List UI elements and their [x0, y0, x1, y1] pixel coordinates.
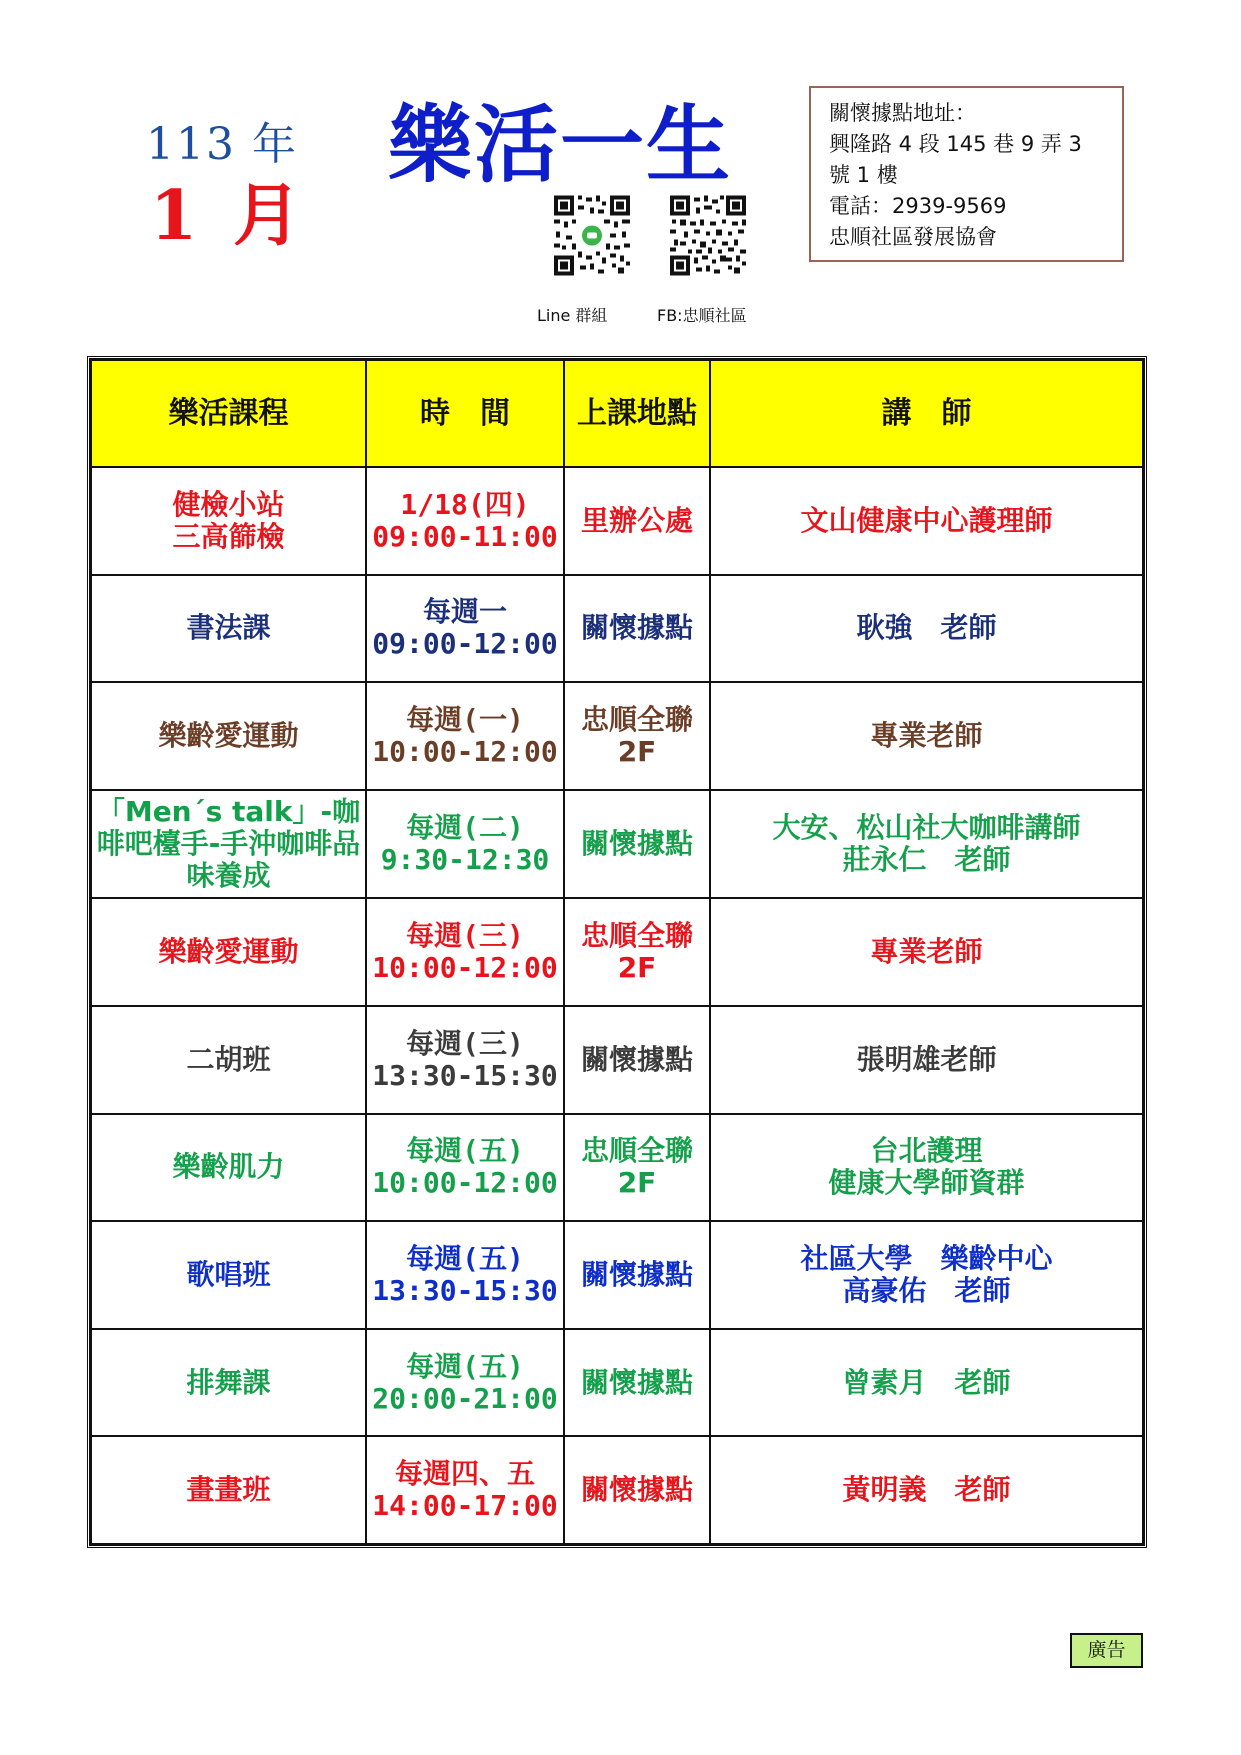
phone-line: 電話：2939-9569: [829, 194, 1007, 218]
course-cell-text: 書法課: [186, 611, 271, 645]
course-cell: [91, 1221, 366, 1329]
time-cell-text: 20:00-21:00: [372, 1381, 558, 1415]
time-cell: [366, 1114, 564, 1222]
course-cell: [91, 898, 366, 1006]
header-time: 時 間: [366, 360, 564, 467]
teacher-cell-text: 耿強 老師: [856, 611, 997, 645]
course-cell: [91, 1114, 366, 1222]
time-cell-text: 1/18(四): [400, 487, 530, 521]
table-row: [91, 682, 1143, 790]
course-cell: [91, 1006, 366, 1114]
teacher-cell: [710, 1436, 1143, 1544]
teacher-cell: [710, 790, 1143, 899]
location-cell: [564, 1329, 710, 1437]
location-cell-text: 關懷據點: [580, 1473, 693, 1507]
address-line: 興隆路 4 段 145 巷 9 弄 3: [829, 132, 1082, 156]
location-cell: [564, 1436, 710, 1544]
time-cell-text: 每週(五): [406, 1134, 524, 1168]
teacher-cell-text: 社區大學 樂齡中心: [800, 1241, 1053, 1275]
location-cell-text: 關懷據點: [580, 827, 693, 861]
course-cell: [91, 575, 366, 683]
course-cell: [91, 790, 366, 899]
location-cell: [564, 467, 710, 575]
time-cell-text: 每週(五): [406, 1241, 524, 1275]
time-cell: [366, 1221, 564, 1329]
time-cell-text: 14:00-17:00: [372, 1489, 558, 1523]
teacher-cell-text: 專業老師: [870, 718, 983, 752]
teacher-cell-text: 黃明義 老師: [842, 1473, 1011, 1507]
table-header-row: [91, 360, 1143, 467]
teacher-cell: [710, 1329, 1143, 1437]
table-body: [91, 467, 1143, 1544]
table-row: [91, 790, 1143, 899]
time-cell-text: 每週(三): [406, 919, 524, 953]
location-cell-text: 關懷據點: [580, 611, 693, 645]
location-cell: [564, 1221, 710, 1329]
time-cell: [366, 575, 564, 683]
time-cell: [366, 1436, 564, 1544]
address-box: [809, 86, 1124, 262]
page-title: 樂活一生: [388, 96, 733, 194]
course-cell-text: 歌唱班: [186, 1257, 271, 1291]
location-cell: [564, 575, 710, 683]
location-cell-text: 里辦公處: [580, 503, 693, 537]
table-row: [91, 1329, 1143, 1437]
course-cell-text: 排舞課: [186, 1365, 271, 1399]
time-cell-text: 每週四、五: [394, 1457, 535, 1491]
header-course: 樂活課程: [91, 360, 366, 467]
teacher-cell: [710, 682, 1143, 790]
address-line: 關懷據點地址：: [829, 101, 976, 125]
header-teacher: 講 師: [710, 360, 1143, 467]
table-row: [91, 1436, 1143, 1544]
teacher-cell-text: 高豪佑 老師: [842, 1273, 1011, 1307]
time-cell: [366, 1006, 564, 1114]
fb-page-qr-code[interactable]: [668, 193, 748, 278]
time-cell-text: 每週(三): [406, 1026, 524, 1060]
time-cell-text: 每週(五): [406, 1349, 524, 1383]
location-cell-text: 關懷據點: [580, 1365, 693, 1399]
time-cell-text: 09:00-12:00: [372, 627, 558, 661]
teacher-cell-text: 健康大學師資群: [828, 1166, 1025, 1200]
teacher-cell: [710, 1114, 1143, 1222]
course-cell-text: 三高篩檢: [172, 519, 285, 553]
location-cell: [564, 1114, 710, 1222]
time-cell-text: 09:00-11:00: [372, 519, 558, 553]
teacher-cell: [710, 467, 1143, 575]
advertisement-label: 廣告: [1070, 1633, 1143, 1668]
teacher-cell: [710, 898, 1143, 1006]
time-cell-text: 每週(一): [406, 702, 524, 736]
header-location: 上課地點: [564, 360, 710, 467]
course-cell: [91, 682, 366, 790]
location-cell-text: 2F: [617, 734, 657, 768]
time-cell-text: 每週一: [422, 595, 507, 629]
time-cell-text: 9:30-12:30: [380, 843, 550, 877]
table-row: [91, 1006, 1143, 1114]
time-cell-text: 10:00-12:00: [372, 1166, 558, 1200]
time-cell-text: 10:00-12:00: [372, 951, 558, 985]
table-row: [91, 1221, 1143, 1329]
table-row: [91, 1114, 1143, 1222]
time-cell-text: 13:30-15:30: [372, 1273, 558, 1307]
location-cell: [564, 1006, 710, 1114]
teacher-cell: [710, 575, 1143, 683]
teacher-cell: [710, 1221, 1143, 1329]
course-cell-text: 二胡班: [186, 1042, 271, 1076]
course-cell-text: 「Men´s talk」-咖啡吧檯手-手沖咖啡品味養成: [96, 795, 361, 893]
time-cell-text: 13:30-15:30: [372, 1058, 558, 1092]
location-cell: [564, 790, 710, 899]
date-year: 113 年: [146, 119, 298, 170]
location-cell-text: 2F: [617, 951, 657, 985]
line-group-qr-code[interactable]: [552, 193, 632, 278]
teacher-cell: [710, 1006, 1143, 1114]
teacher-cell-text: 曾素月 老師: [842, 1365, 1011, 1399]
teacher-cell-text: 專業老師: [870, 935, 983, 969]
fb-page-caption: FB:忠順社區: [657, 306, 747, 325]
course-schedule-table: [87, 356, 1147, 1548]
location-cell: [564, 898, 710, 1006]
teacher-cell-text: 台北護理: [870, 1134, 983, 1168]
line-group-caption: Line 群組: [537, 306, 608, 325]
location-cell-text: 關懷據點: [580, 1042, 693, 1076]
organization-name: 忠順社區發展協會: [829, 225, 997, 249]
location-cell-text: 關懷據點: [580, 1257, 693, 1291]
location-cell-text: 忠順全聯: [580, 702, 693, 736]
table-row: [91, 467, 1143, 575]
table-row: [91, 575, 1143, 683]
time-cell: [366, 1329, 564, 1437]
teacher-cell-text: 張明雄老師: [856, 1042, 997, 1076]
time-cell-text: 每週(二): [406, 811, 524, 845]
course-cell-text: 樂齡肌力: [172, 1150, 285, 1184]
time-cell: [366, 790, 564, 899]
course-cell-text: 樂齡愛運動: [158, 718, 299, 752]
time-cell: [366, 467, 564, 575]
location-cell-text: 2F: [617, 1166, 657, 1200]
time-cell: [366, 682, 564, 790]
teacher-cell-text: 文山健康中心護理師: [800, 503, 1053, 537]
location-cell: [564, 682, 710, 790]
location-cell-text: 忠順全聯: [580, 919, 693, 953]
course-cell-text: 樂齡愛運動: [158, 935, 299, 969]
table-row: [91, 898, 1143, 1006]
time-cell-text: 10:00-12:00: [372, 734, 558, 768]
location-cell-text: 忠順全聯: [580, 1134, 693, 1168]
course-cell: [91, 1436, 366, 1544]
course-cell: [91, 467, 366, 575]
date-month: 1 月: [150, 176, 307, 256]
address-line: 號 1 樓: [829, 163, 898, 187]
course-cell-text: 健檢小站: [172, 487, 285, 521]
course-cell: [91, 1329, 366, 1437]
teacher-cell-text: 莊永仁 老師: [842, 843, 1011, 877]
teacher-cell-text: 大安、松山社大咖啡講師: [772, 811, 1081, 845]
time-cell: [366, 898, 564, 1006]
course-cell-text: 畫畫班: [186, 1473, 271, 1507]
